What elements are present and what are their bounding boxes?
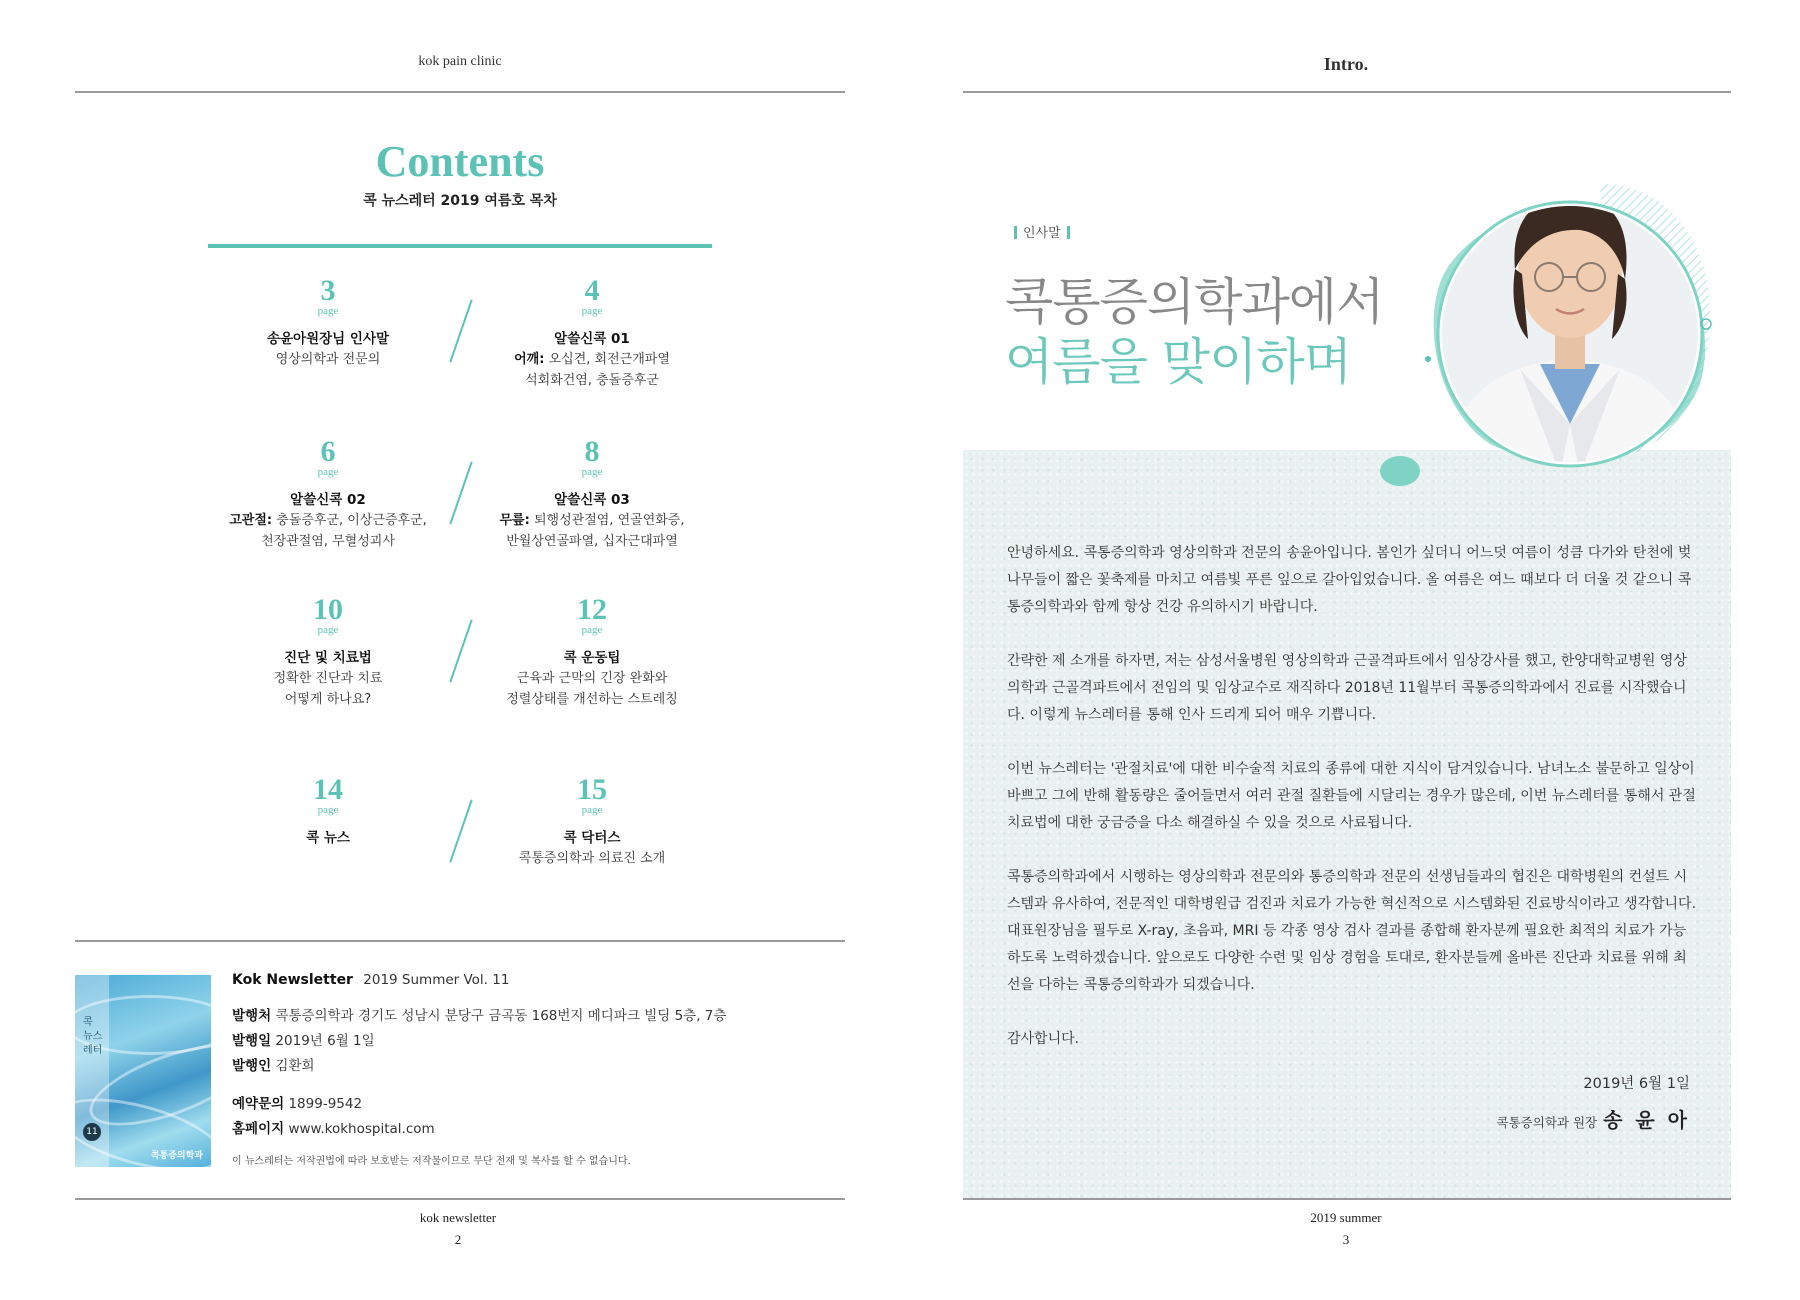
toc-title: 송윤아원장님 인사말 xyxy=(266,331,390,347)
toc-title: 진단 및 치료법 xyxy=(284,650,372,666)
toc-desc xyxy=(472,510,712,531)
left-footer-rule xyxy=(75,1198,845,1200)
toc-title: 알쓸신콕 03 xyxy=(554,492,630,508)
imprint-top-rule xyxy=(75,940,845,942)
toc-desc-line: 충돌증후군, 이상근증후군, xyxy=(272,513,427,528)
letter-paragraph: 안녕하세요. 콕통증의학과 영상의학과 전문의 송윤아입니다. 봄인가 싶더니 어느덧 여름이 성큼 다가와 탄천에 벚나무들이 짧은 꽃축제를 마치고 여름빛 푸른 잎으로 갈아입었습니다. 올 여름은 여느 때보다 더 더울 것 같으니 콕통증의학과와 함께 항상 건강 유의하시기 바랍니다. xyxy=(1007,545,1692,615)
signature xyxy=(1360,1104,1690,1133)
signature-date: 2019년 6월 1일 xyxy=(1583,1076,1690,1092)
contents-accent-bar xyxy=(208,244,712,248)
newsletter-cover-thumbnail xyxy=(75,975,211,1167)
imprint-issuer xyxy=(232,1056,315,1076)
contents-subtitle: 콕 뉴스레터 2019 여름호 목차 xyxy=(363,193,557,209)
toc-desc: 영상의학과 전문의 xyxy=(275,352,381,367)
toc-title: 알쓸신콕 02 xyxy=(290,492,366,508)
imprint-date-value: 2019년 6월 1일 xyxy=(275,1033,375,1049)
imprint-date xyxy=(232,1031,375,1051)
toc-page-word: page xyxy=(581,466,603,478)
left-header: kok pain clinic xyxy=(418,54,502,69)
imprint-issuer-value: 김환희 xyxy=(275,1058,315,1074)
imprint-brand xyxy=(232,970,509,990)
toc-page-word: page xyxy=(317,305,339,317)
right-page-number: 3 xyxy=(1342,1232,1350,1247)
toc-entry[interactable] xyxy=(208,275,448,370)
toc-desc-label: 고관절: xyxy=(229,513,273,528)
headline-line-1: 콕통증의학과에서 xyxy=(1005,273,1384,331)
imprint-homepage-label: 홈페이지 xyxy=(232,1121,285,1137)
imprint-edition: 2019 Summer Vol. 11 xyxy=(363,972,510,988)
imprint-reservation-value: 1899-9542 xyxy=(288,1096,363,1112)
toc-page-word: page xyxy=(581,305,603,317)
toc-page-number: 10 xyxy=(313,593,343,626)
imprint-brand-name: Kok Newsletter xyxy=(232,972,353,988)
left-page-number: 2 xyxy=(454,1232,462,1247)
toc-desc: 정확한 진단과 치료 xyxy=(273,671,383,686)
imprint-homepage[interactable] xyxy=(232,1119,435,1139)
imprint-homepage-link[interactable]: www.kokhospital.com xyxy=(288,1121,435,1137)
toc-desc: 석회화건염, 충돌증후군 xyxy=(525,373,659,388)
toc-title: 콕 운동팁 xyxy=(563,650,621,666)
toc-entry[interactable] xyxy=(472,275,712,391)
toc-title: 콕 닥터스 xyxy=(563,830,621,846)
toc-entry[interactable] xyxy=(472,594,712,710)
imprint-publisher-label: 발행처 xyxy=(232,1008,272,1024)
toc-page-number: 4 xyxy=(584,274,600,307)
toc-page-word: page xyxy=(317,624,339,636)
toc-entry[interactable] xyxy=(208,594,448,710)
imprint-copyright-note: 이 뉴스레터는 저작권법에 따라 보호받는 저작물이므로 무단 전재 및 복사를 할 수 없습니다. xyxy=(232,1156,631,1167)
cover-volume-badge: 11 xyxy=(83,1123,101,1141)
letter-paragraph: 이번 뉴스레터는 '관절치료'에 대한 비수술적 치료의 종류에 대한 지식이 담겨있습니다. 남녀노소 불문하고 일상이 바쁘고 그에 반해 활동량은 줄어들면서 여러 관절 질환들에 시달리는 경우가 많은데, 이번 뉴스레터를 통해서 관절 치료법에 대한 궁금증을 다소 해결하실 수 있을 것으로 사료됩니다. xyxy=(1007,761,1696,831)
toc-desc: 콕통증의학과 의료진 소개 xyxy=(518,851,666,866)
toc-title: 콕 뉴스 xyxy=(306,830,350,846)
toc-desc-label: 어깨: xyxy=(514,352,545,367)
toc-desc: 어떻게 하나요? xyxy=(284,692,372,707)
right-footer-rule xyxy=(963,1198,1731,1200)
toc-desc xyxy=(208,510,448,531)
letter-paragraph: 콕통증의학과에서 시행하는 영상의학과 전문의와 통증의학과 전문의 선생님들과의 협진은 대학병원의 컨설트 시스템과 유사하여, 전문적인 대학병원급 검진과 치료가 가능한 혁신적으로 시스템화된 진료방식이라고 생각합니다. 대표원장님을 필두로 X-ray, 초음파, MRI 등 각종 영상 검사 결과를 종합해 환자분께 필요한 최적의 치료가 가능하도록 노력하겠습니다. 앞으로도 다양한 수련 및 임상 경험을 토대로, 환자분들께 올바른 진단과 치료를 위해 최선을 다하는 콕통증의학과가 되겠습니다. xyxy=(1007,869,1697,993)
toc-page-number: 12 xyxy=(577,593,607,626)
greeting-label-text: 인사말 xyxy=(1023,226,1061,241)
cover-title-line: 레터 xyxy=(83,1045,103,1056)
imprint-issuer-label: 발행인 xyxy=(232,1058,272,1074)
imprint-publisher xyxy=(232,1006,726,1026)
right-footer: 2019 summer xyxy=(1310,1210,1382,1225)
toc-page-word: page xyxy=(317,804,339,816)
signature-name: 송 윤 아 xyxy=(1603,1108,1690,1132)
toc-title: 알쓸신콕 01 xyxy=(554,331,630,347)
imprint-publisher-value: 콕통증의학과 경기도 성남시 분당구 금곡동 168번지 메디파크 빌딩 5층, 7층 xyxy=(275,1008,727,1024)
cover-logo: 콕통증의학과 xyxy=(150,1151,203,1161)
toc-entry[interactable] xyxy=(472,436,712,552)
greeting-letter xyxy=(1007,540,1697,1080)
toc-page-number: 3 xyxy=(320,274,336,307)
toc-entry[interactable] xyxy=(208,774,448,848)
letter-paragraph: 감사합니다. xyxy=(1007,1031,1080,1047)
toc-page-word: page xyxy=(581,804,603,816)
toc-desc xyxy=(472,349,712,370)
toc-page-number: 15 xyxy=(577,773,607,806)
toc-page-number: 6 xyxy=(320,435,336,468)
toc-desc: 정렬상태를 개선하는 스트레칭 xyxy=(506,692,678,707)
imprint-reservation-label: 예약문의 xyxy=(232,1096,285,1112)
toc-desc: 근육과 근막의 긴장 완화와 xyxy=(516,671,668,686)
right-header-rule xyxy=(963,91,1731,93)
toc-entry[interactable] xyxy=(472,774,712,869)
toc-page-word: page xyxy=(581,624,603,636)
teal-droplet xyxy=(1380,456,1420,486)
cover-title-line: 콕 xyxy=(83,1017,93,1028)
right-header: Intro. xyxy=(1323,54,1369,74)
toc-desc-line: 오십견, 회전근개파열 xyxy=(544,352,670,367)
left-header-rule xyxy=(75,91,845,93)
toc-desc-label: 무릎: xyxy=(499,513,530,528)
letter-paragraph: 간략한 제 소개를 하자면, 저는 삼성서울병원 영상의학과 근골격파트에서 임상강사를 했고, 한양대학교병원 영상의학과 근골격파트에서 전임의 및 임상교수로 재직하다 2018년 11월부터 콕통증의학과에서 진료를 시작했습니다. 이렇게 뉴스레터를 통해 인사 드리게 되어 매우 기쁩니다. xyxy=(1007,653,1687,723)
imprint-reservation xyxy=(232,1094,362,1114)
toc-page-number: 8 xyxy=(584,435,600,468)
imprint-date-label: 발행일 xyxy=(232,1033,272,1049)
toc-page-word: page xyxy=(317,466,339,478)
greeting-label xyxy=(1008,222,1076,241)
left-footer: kok newsletter xyxy=(419,1210,497,1225)
headline-line-2: 여름을 맞이하며 xyxy=(1005,333,1351,391)
toc-desc: 천장관절염, 무혈성괴사 xyxy=(261,534,395,549)
signature-title: 콕통증의학과 원장 xyxy=(1496,1115,1598,1130)
contents-title: Contents xyxy=(375,137,545,186)
cover-title-line: 뉴스 xyxy=(83,1031,103,1042)
toc-desc: 반월상연골파열, 십자근대파열 xyxy=(506,534,678,549)
doctor-portrait xyxy=(1410,144,1720,494)
label-bar-left xyxy=(1014,226,1017,239)
label-bar-right xyxy=(1067,226,1070,239)
toc-desc-line: 퇴행성관절염, 연골연화증, xyxy=(529,513,685,528)
toc-entry[interactable] xyxy=(208,436,448,552)
toc-page-number: 14 xyxy=(313,773,343,806)
